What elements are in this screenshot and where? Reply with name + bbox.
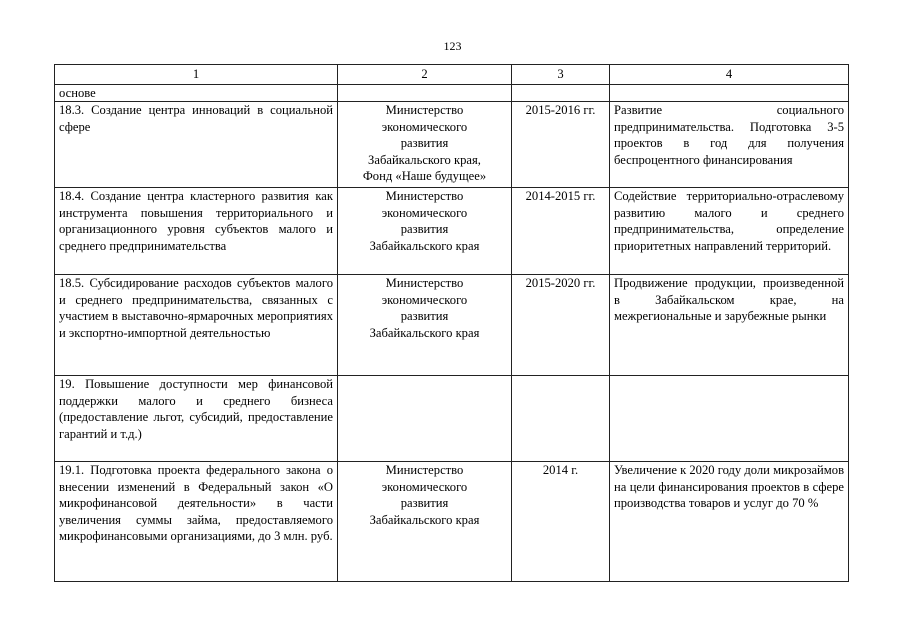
result-cell: Увеличение к 2020 году доли микрозаймов на цели финансирования проектов в сфере производства товаров и услуг до 70 % — [610, 462, 849, 582]
period-cell: 2015-2016 гг. — [512, 102, 610, 188]
column-header-1: 1 — [55, 65, 338, 85]
period-cell — [512, 376, 610, 462]
continuation-row — [55, 84, 849, 102]
table-row — [55, 102, 849, 188]
page-number: 123 — [443, 39, 462, 53]
table-row — [55, 376, 849, 462]
executor-cell: Министерство экономического развития Забайкальского края — [338, 462, 512, 582]
period-cell: 2014 г. — [512, 462, 610, 582]
column-header-4: 4 — [610, 65, 849, 85]
period-cell: 2015-2020 гг. — [512, 275, 610, 376]
column-header-2: 2 — [338, 65, 512, 85]
table-row — [55, 188, 849, 275]
result-cell: Содействие территориально-отраслевому развитию малого и среднего предпринимательства, определение приоритетных направлений территорий. — [610, 188, 849, 275]
executor-cell — [338, 376, 512, 462]
executor-cell: Министерство экономического развития Забайкальского края — [338, 275, 512, 376]
result-cell: Развитие социального предпринимательства. Подготовка 3-5 проектов в год для получения беспроцентного финансирования — [610, 102, 849, 188]
measure-cell: 18.3. Создание центра инноваций в социальной сфере — [55, 102, 338, 188]
measure-cell: 19. Повышение доступности мер финансовой поддержки малого и среднего бизнеса (предоставление льгот, субсидий, предоставление гарантий и т.д.) — [55, 376, 338, 462]
period-cell: 2014-2015 гг. — [512, 188, 610, 275]
result-cell: Продвижение продукции, произведенной в Забайкальском крае, на межрегиональные и зарубежные рынки — [610, 275, 849, 376]
measure-cell: 18.4. Создание центра кластерного развития как инструмента повышения территориального и организационного уровня субъектов малого и среднего предпринимательства — [55, 188, 338, 275]
continuation-text: основе — [55, 84, 338, 102]
empty-cell — [512, 84, 610, 102]
column-header-3: 3 — [512, 65, 610, 85]
empty-cell — [610, 84, 849, 102]
measures-table — [54, 64, 849, 582]
executor-cell: Министерство экономического развития Забайкальского края — [338, 188, 512, 275]
measure-cell: 18.5. Субсидирование расходов субъектов малого и среднего предпринимательства, связанных с участием в выставочно-ярмарочных мероприятиях и экспортно-импортной деятельностью — [55, 275, 338, 376]
header-row — [55, 65, 849, 85]
table-row — [55, 275, 849, 376]
result-cell — [610, 376, 849, 462]
empty-cell — [338, 84, 512, 102]
table-row — [55, 462, 849, 582]
measure-cell: 19.1. Подготовка проекта федерального закона о внесении изменений в Федеральный закон «О микрофинансовой деятельности» в части увеличения суммы займа, предоставляемого микрофинансовыми организациями, до 3 млн. руб. — [55, 462, 338, 582]
executor-cell: Министерство экономического развития Забайкальского края, Фонд «Наше будущее» — [338, 102, 512, 188]
